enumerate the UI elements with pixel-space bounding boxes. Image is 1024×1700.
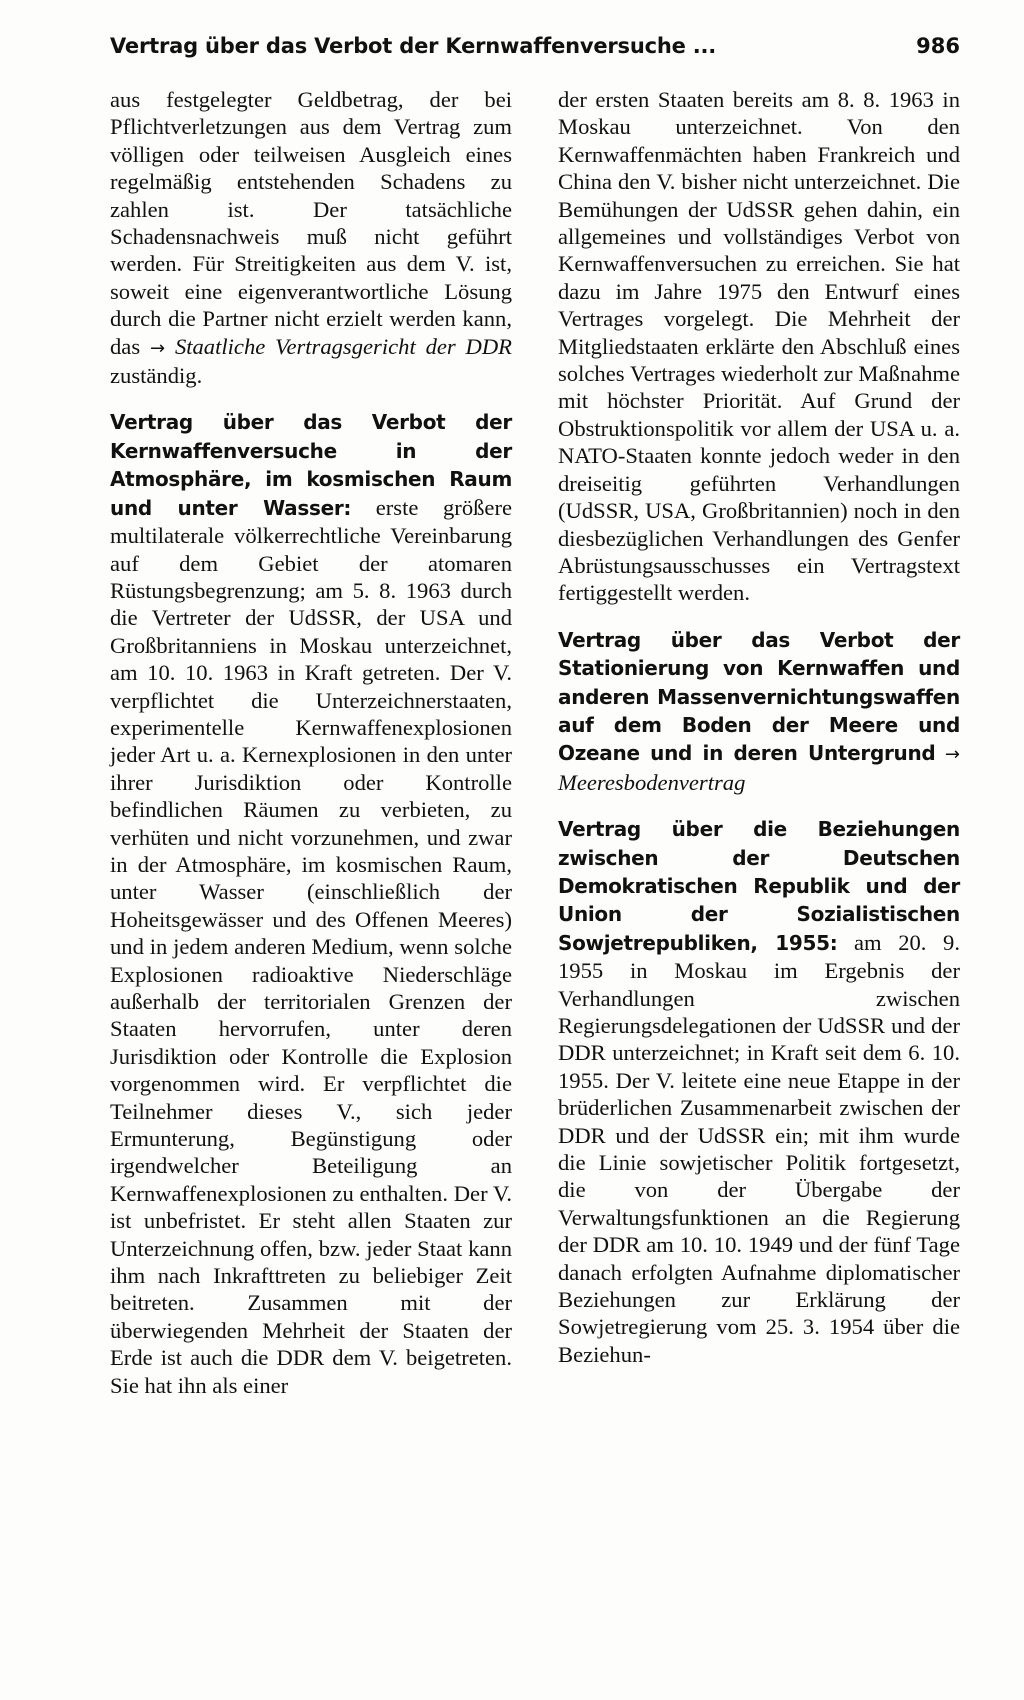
- dictionary-entry: [558, 626, 960, 796]
- dictionary-entry: [558, 815, 960, 1368]
- cross-reference-arrow-icon: →: [149, 337, 166, 359]
- cross-reference-arrow-icon: →: [944, 744, 960, 766]
- page-number: 986: [916, 34, 960, 58]
- page-header: [110, 34, 960, 68]
- continuation-paragraph: [110, 86, 512, 389]
- continuation-text: aus festgelegter Geldbetrag, der bei Pflichtverletzungen aus dem Vertrag zum völligen oder teilweisen Ausgleich eines regelmäßig entstehenden Schadens zu zahlen ist. Der tatsächliche Schadensnachweis muß nicht geführt werden. Für Streitigkeiten aus dem V. ist, soweit eine eigenverantwortliche Lösung durch die Partner nicht erzielt werden kann, das: [110, 87, 512, 359]
- cross-reference-link[interactable]: Staatliche Vertragsgericht der DDR: [174, 333, 512, 359]
- entry-body-continuation: der ersten Staaten bereits am 8. 8. 1963 in Moskau unterzeichnet. Von den Kernwaffenmächten haben Frankreich und China den V. bisher nicht unterzeichnet. Die Bemühungen der UdSSR gehen dahin, ein allgemeines und vollständiges Verbot von Kernwaffenversuchen zu erreichen. Sie hat dazu im Jahre 1975 den Entwurf eines Vertrages vorgelegt. Die Mehrheit der Mitgliedstaaten erklärte den Abschluß eines solches Vertrages wiederholt zur Maßnahme mit höchster Priorität. Auf Grund der Obstruktionspolitik vor allem der USA u. a. NATO-Staaten konnte jedoch weder in den dreiseitig geführten Verhandlungen (UdSSR, USA, Großbritannien) noch in den diesbezüglichen Verhandlungen des Genfer Abrüstungsausschusses ein Vertragstext fertiggestellt werden.: [558, 87, 960, 606]
- dictionary-entry: [110, 408, 512, 1399]
- right-column: [558, 86, 960, 1368]
- running-title: Vertrag über das Verbot der Kernwaffenversuche ...: [110, 34, 717, 58]
- entry-headword: Vertrag über die Beziehungen zwischen der Deutschen Demokratischen Republik und der Union der Sozialistischen Sowjetrepubliken, 1955:: [558, 817, 960, 955]
- entry-body: am 20. 9. 1955 in Moskau im Ergebnis der Verhandlungen zwischen Regierungsdelegationen der UdSSR und der DDR unterzeichnet; in Kraft seit dem 6. 10. 1955. Der V. leitete eine neue Etappe in der brüderlichen Zusammenarbeit zwischen der DDR und der UdSSR ein; mit ihm wurde die Linie sowjetischer Politik fortgesetzt, die von der Übergabe der Verwaltungsfunktionen an die Regierung der DDR am 10. 10. 1949 und der fünf Tage danach erfolgten Aufnahme diplomatischer Beziehungen zur Erklärung der Sowjetregierung vom 25. 3. 1954 über die Beziehun-: [558, 929, 960, 1367]
- left-column: [110, 86, 512, 1399]
- entry-body: erste größere multilaterale völkerrechtliche Vereinbarung auf dem Gebiet der atomaren Rüstungsbegrenzung; am 5. 8. 1963 durch die Vertreter der UdSSR, der USA und Großbritanniens in Moskau unterzeichnet, am 10. 10. 1963 in Kraft getreten. Der V. verpflichtet die Unterzeichnerstaaten, experimentelle Kernwaffenexplosionen jeder Art u. a. Kernexplosionen in den unter ihrer Jurisdiktion oder Kontrolle befindlichen Räumen zu verbieten, zu verhüten und nicht vorzunehmen, und zwar in der Atmosphäre, im kosmischen Raum, unter Wasser (einschließlich der Hoheitsgewässer und des Offenen Meeres) und in jedem anderen Medium, wenn solche Explosionen radioaktive Niederschläge außerhalb der territorialen Grenzen der Staaten hervorrufen, unter deren Jurisdiktion oder Kontrolle die Explosion vorgenommen wird. Er verpflichtet die Teilnehmer dieses V., sich jeder Ermunterung, Begünstigung oder irgendwelcher Beteiligung an Kernwaffenexplosionen zu enthalten. Der V. ist unbefristet. Er steht allen Staaten zur Unterzeichnung offen, bzw. jeder Staat kann ihm nach Inkrafttreten zu beliebiger Zeit beitreten. Zusammen mit der überwiegenden Mehrheit der Staaten der Erde ist auch die DDR dem V. beigetreten. Sie hat ihn als einer: [110, 494, 512, 1398]
- cross-reference-link[interactable]: Meeresbodenvertrag: [558, 769, 746, 795]
- continuation-tail: zuständig.: [110, 363, 203, 389]
- entry-headword: Vertrag über das Verbot der Kernwaffenversuche in der Atmosphäre, im kosmischen Raum und unter Wasser:: [110, 410, 512, 520]
- entry-headword: Vertrag über das Verbot der Stationierung von Kernwaffen und anderen Massenvernichtungswaffen auf dem Boden der Meere und Ozeane und in deren Untergrund: [558, 627, 960, 766]
